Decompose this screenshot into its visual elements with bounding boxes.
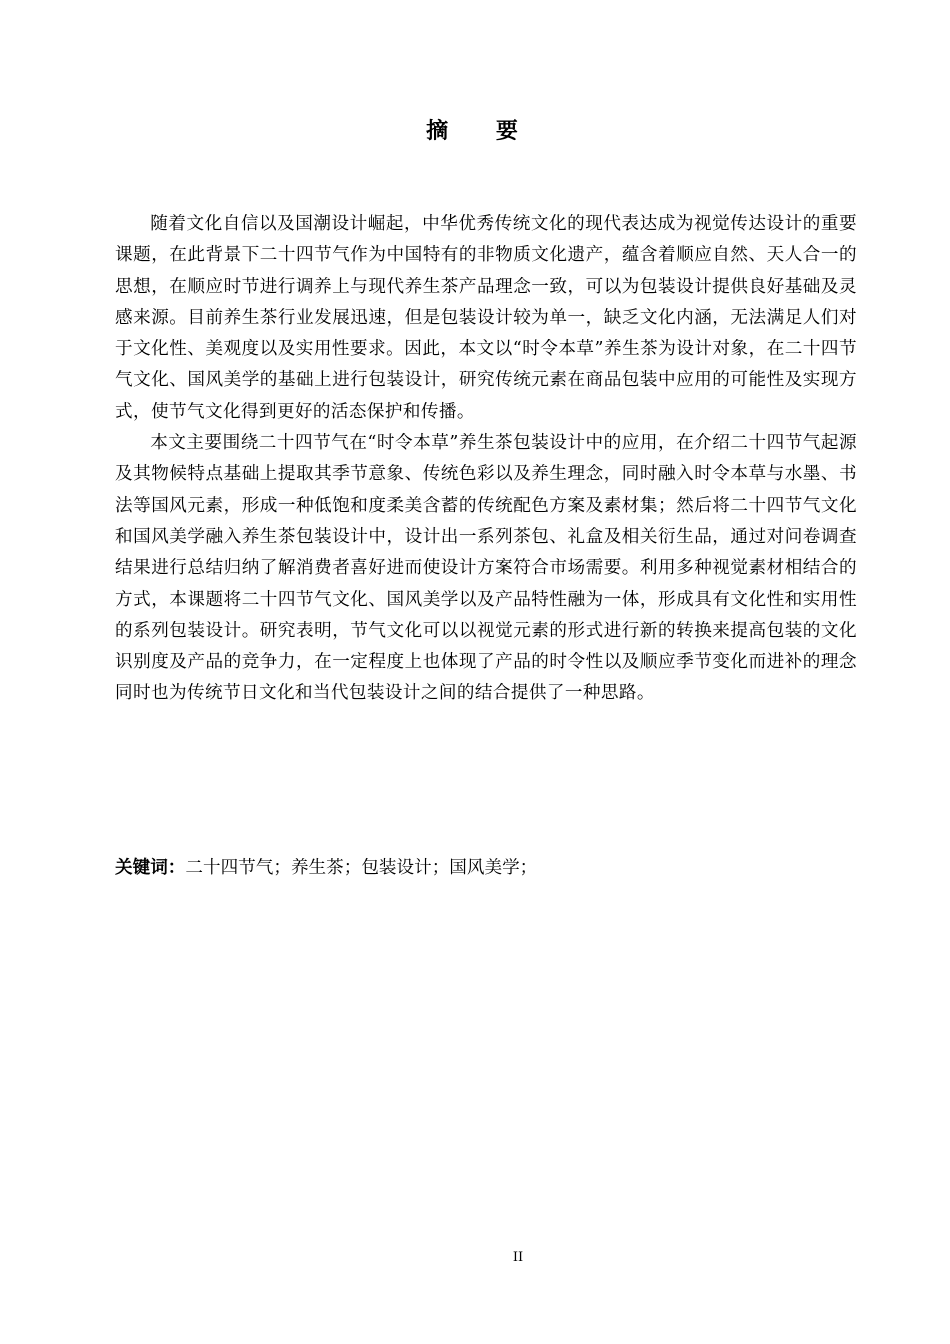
keywords-label: 关键词：	[115, 858, 186, 878]
abstract-title: 摘 要	[426, 119, 538, 144]
abstract-paragraph-1: 随着文化自信以及国潮设计崛起，中华优秀传统文化的现代表达成为视觉传达设计的重要课题，在此背景下二十四节气作为中国特有的非物质文化遗产，蕴含着顺应自然、天人合一的思想，在顺应时节进行调养上与现代养生茶产品理念一致，可以为包装设计提供良好基础及灵感来源。目前养生茶行业发展迅速，但是包装设计较为单一，缺乏文化内涵，无法满足人们对于文化性、美观度以及实用性要求。因此，本文以“时令本草”养生茶为设计对象，在二十四节气文化、国风美学的基础上进行包装设计，研究传统元素在商品包装中应用的可能性及实现方式，使节气文化得到更好的活态保护和传播。	[115, 214, 857, 422]
abstract-paragraph-2: 本文主要围绕二十四节气在“时令本草”养生茶包装设计中的应用，在介绍二十四节气起源及其物候特点基础上提取其季节意象、传统色彩以及养生理念，同时融入时令本草与水墨、书法等国风元素，形成一种低饱和度柔美含蓄的传统配色方案及素材集；然后将二十四节气文化和国风美学融入养生茶包装设计中，设计出一系列茶包、礼盒及相关衍生品，通过对问卷调查结果进行总结归纳了解消费者喜好进而使设计方案符合市场需要。利用多种视觉素材相结合的方式，本课题将二十四节气文化、国风美学以及产品特性融为一体，形成具有文化性和实用性的系列包装设计。研究表明，节气文化可以以视觉元素的形式进行新的转换来提高包装的文化识别度及产品的竞争力，在一定程度上也体现了产品的时令性以及顺应季节变化而进补的理念同时也为传统节日文化和当代包装设计之间的结合提供了一种思路。	[115, 433, 857, 704]
keywords-text: 二十四节气；养生茶；包装设计；国风美学；	[185, 858, 538, 878]
page-number: II	[512, 1250, 524, 1265]
keywords-line	[115, 853, 857, 883]
abstract-body	[115, 209, 857, 710]
